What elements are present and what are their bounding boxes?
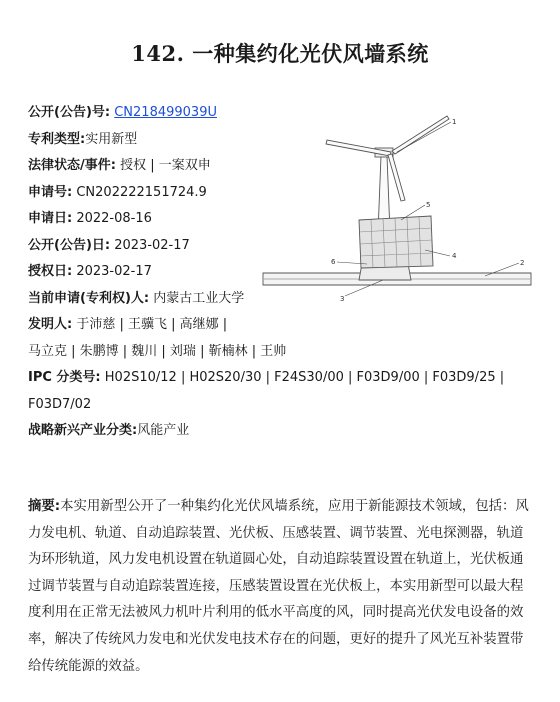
solar-panel — [359, 216, 433, 268]
patent-type-value: 实用新型 — [85, 131, 138, 147]
figure-label-6: 6 — [331, 258, 336, 266]
inventors-line2: 马立克 | 朱鹏博 | 魏川 | 刘瑞 | 靳楠林 | 王帅 — [28, 343, 287, 359]
ipc-line1: H02S10/12 | H02S20/30 | F24S30/00 | F03D9/00 | F03D9/25 | — [104, 370, 505, 385]
app-no-label: 申请号: — [28, 184, 73, 200]
abstract-label: 摘要: — [28, 499, 61, 514]
patent-type-label: 专利类型: — [28, 131, 86, 147]
inventors-row — [28, 312, 328, 339]
figure-label-1: 1 — [452, 118, 457, 126]
app-date-label: 申请日: — [28, 211, 73, 226]
pub-date-label: 公开(公告)日: — [28, 237, 111, 253]
industry-label: 战略新兴产业分类: — [28, 423, 138, 438]
industry-row — [28, 418, 328, 445]
industry-value: 风能产业 — [137, 423, 190, 438]
app-date-value: 2022-08-16 — [76, 211, 152, 226]
ipc-row — [28, 365, 505, 392]
legal-status-value: 授权 | 一案双申 — [120, 158, 211, 173]
figure-label-3: 3 — [340, 295, 345, 303]
grant-date-label: 授权日: — [28, 264, 73, 279]
legal-status-label: 法律状态/事件: — [28, 158, 116, 173]
pub-date-value: 2023-02-17 — [114, 237, 190, 253]
app-no-value: CN202222151724.9 — [76, 184, 207, 200]
assignee-label: 当前申请(专利权)人: — [28, 290, 150, 306]
ipc-row-2 — [28, 392, 328, 419]
abstract — [28, 494, 534, 680]
inventors-line1: 于沛慈 | 王骥飞 | 高继娜 | — [76, 317, 228, 332]
figure-label-5: 5 — [426, 201, 431, 209]
pub-no-link[interactable]: CN218499039U — [114, 105, 217, 120]
figure-label-2: 2 — [520, 259, 525, 267]
figure-label-4: 4 — [452, 252, 457, 260]
pub-no-label: 公开(公告)号: — [28, 105, 111, 120]
page-title: 142. 一种集约化光伏风墙系统 — [131, 41, 429, 66]
ipc-line2: F03D7/02 — [28, 396, 92, 412]
ipc-label: IPC 分类号: — [28, 370, 101, 385]
inventors-label: 发明人: — [28, 317, 73, 332]
assignee-value: 内蒙古工业大学 — [153, 290, 245, 306]
inventors-row-2 — [28, 339, 328, 366]
abstract-text: 本实用新型公开了一种集约化光伏风墙系统，应用于新能源技术领域，包括：风力发电机、轨道、自动追踪装置、光伏板、压感装置、调节装置、光电探测器，轨道为环形轨道，风力发电机设置在轨道圆心处，自动追踪装置设置在轨道上，光伏板通过调节装置与自动追踪装置连接，压感装置设置在光伏板上，本实用新型可以最大程度利用在正常无法被风力机叶片利用的低水平高度的风，同时提高光伏发电设备的效率，解决了传统风力发电和光伏发电技术存在的问题，更好的提升了风光互补装置带给传统能源的效益。 — [28, 499, 529, 674]
grant-date-value: 2023-02-17 — [76, 264, 152, 279]
patent-drawing — [255, 108, 545, 313]
